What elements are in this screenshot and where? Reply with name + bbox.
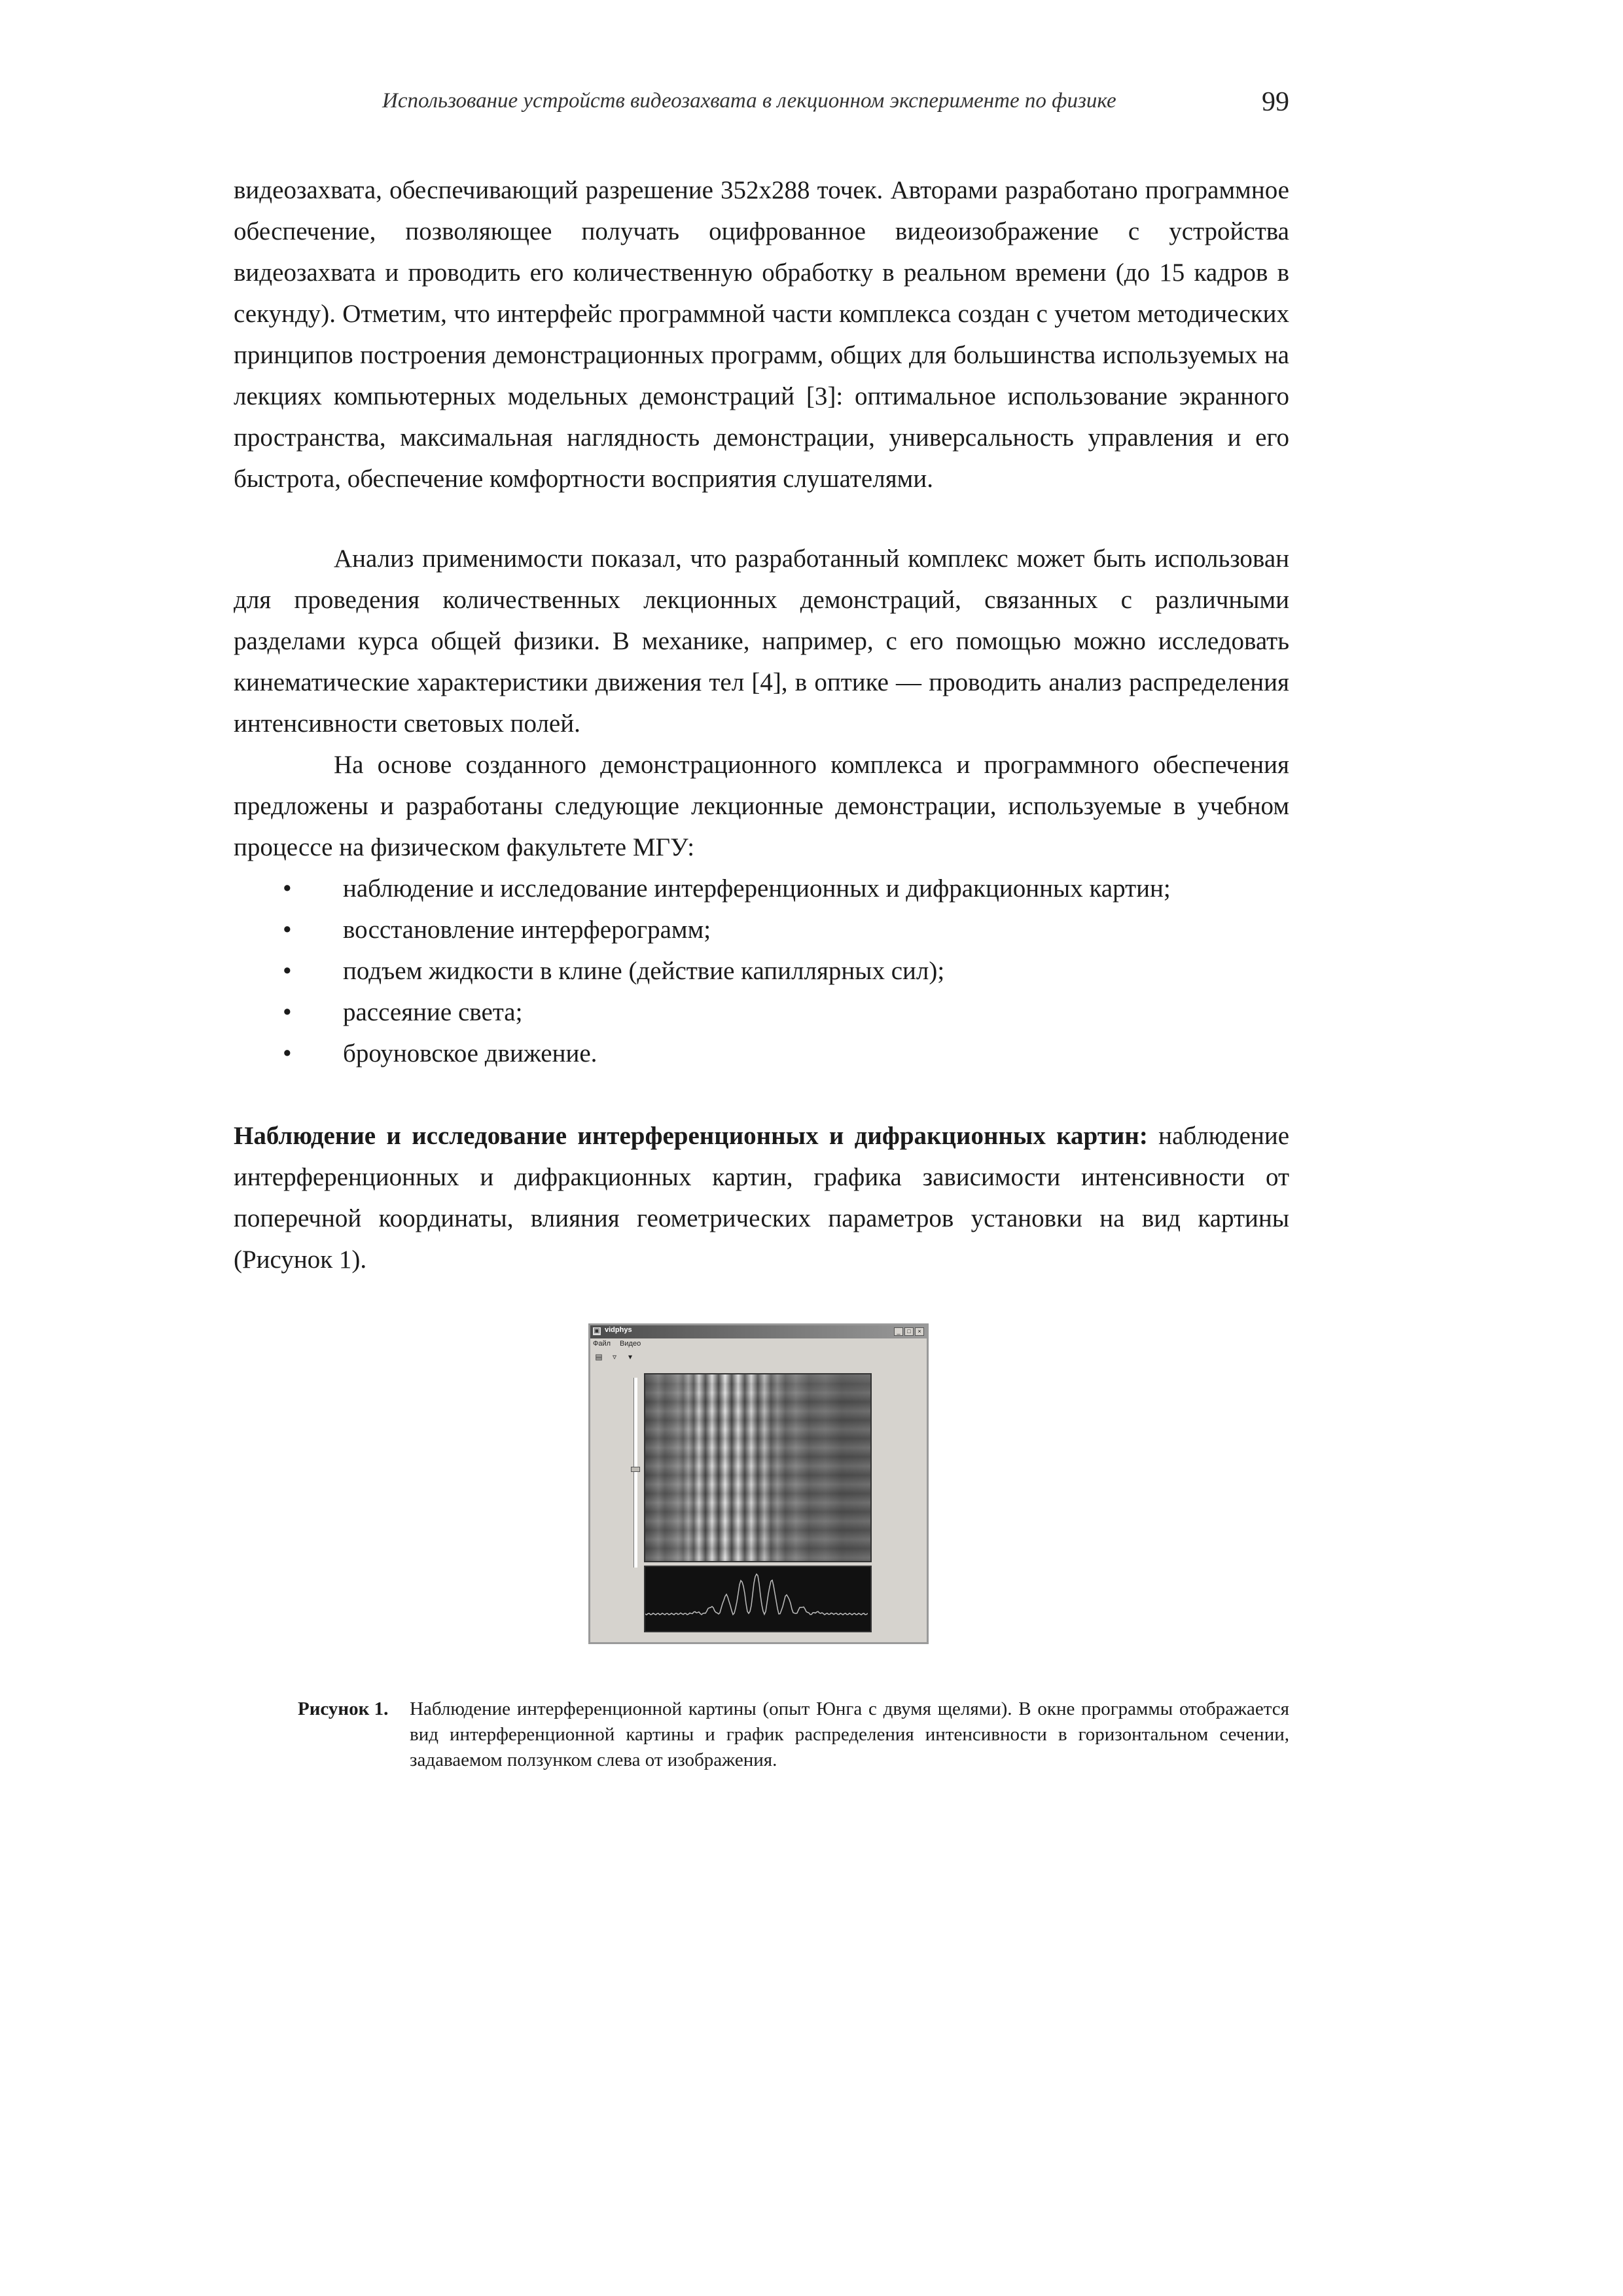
row-slider-thumb[interactable]	[631, 1467, 640, 1472]
window-titlebar	[590, 1325, 927, 1338]
window-title: vidphys	[605, 1326, 632, 1334]
running-title: Использование устройств видеозахвата в лекционном эксперименте по физике	[382, 89, 1116, 113]
app-icon: ▣	[594, 1327, 600, 1335]
demo-list	[283, 868, 1199, 1074]
interference-image	[644, 1373, 872, 1562]
list-item	[283, 992, 1199, 1033]
bullet-icon: •	[283, 998, 292, 1026]
paragraph-1	[234, 170, 1289, 499]
list-item-text: подъем жидкости в клине (действие капиллярных сил);	[343, 957, 945, 985]
running-header	[234, 89, 1289, 128]
bullet-icon: •	[283, 916, 292, 944]
paragraph-text: На основе созданного демонстрационного комплекса и программного обеспечения предложены и разработаны следующие лекционные демонстрации, используемые в учебном процессе на физическом факультете МГУ:	[234, 751, 1289, 861]
paragraph-2	[234, 538, 1289, 744]
filter-icon[interactable]: ▿	[612, 1352, 617, 1361]
section-interference	[234, 1115, 1289, 1280]
intensity-curve	[645, 1574, 868, 1615]
menu-file[interactable]: Файл	[593, 1340, 611, 1348]
section-heading: Наблюдение и исследование интерференционных и дифракционных картин:	[234, 1122, 1148, 1150]
save-icon[interactable]: ▤	[595, 1352, 603, 1361]
intensity-curve-svg	[645, 1567, 868, 1628]
bullet-icon: •	[283, 1039, 292, 1067]
window-controls	[894, 1327, 924, 1336]
maximize-button[interactable]: □	[904, 1327, 914, 1336]
paragraph-3	[234, 744, 1289, 868]
list-item	[283, 950, 1199, 992]
paragraph-text: Анализ применимости показал, что разработанный комплекс может быть использован для проведения количественных лекционных демонстраций, связанных с различными разделами курса общей физики. В механике, например, с его помощью можно исследовать кинематические характеристики движения тел [4], в оптике — проводить анализ распределения интенсивности световых полей.	[234, 545, 1289, 738]
figure-caption	[298, 1696, 1289, 1773]
close-button[interactable]: ×	[915, 1327, 924, 1336]
bullet-icon: •	[283, 957, 292, 985]
list-item-text: восстановление интерферограмм;	[343, 916, 711, 944]
list-item	[283, 1033, 1199, 1074]
caption-label: Рисунок 1.	[298, 1698, 389, 1719]
row-slider-track[interactable]	[633, 1378, 637, 1568]
settings-icon[interactable]: ▾	[628, 1352, 633, 1361]
figure-program-window	[588, 1323, 929, 1644]
minimize-button[interactable]: _	[894, 1327, 903, 1336]
list-item	[283, 909, 1199, 950]
menu-video[interactable]: Видео	[620, 1340, 641, 1348]
fringe-texture	[645, 1374, 870, 1561]
menu-bar	[593, 1340, 641, 1350]
list-item-text: рассеяние света;	[343, 998, 523, 1026]
caption-text: Наблюдение интерференционной картины (опыт Юнга с двумя щелями). В окне программы отображается вид интерференционной картины и график распределения интенсивности в горизонтальном сечении, задаваемом ползунком слева от изображения.	[410, 1698, 1289, 1770]
list-item-text: наблюдение и исследование интерференционных и дифракционных картин;	[343, 874, 1171, 903]
page-number: 99	[1262, 87, 1289, 117]
intensity-plot	[644, 1566, 872, 1632]
list-item-text: броуновское движение.	[343, 1039, 597, 1067]
section-text: наблюдение интерференционных и дифракционных картин, графика зависимости интенсивности от поперечной координаты, влияния геометрических параметров установки на вид картины (Рисунок 1).	[234, 1122, 1290, 1274]
paragraph-text: видеозахвата, обеспечивающий разрешение 352x288 точек. Авторами разработано программное обеспечение, позволяющее получать оцифрованное видеоизображение с устройства видеозахвата и проводить его количественную обработку в реальном времени (до 15 кадров в секунду). Отметим, что интерфейс программной части комплекса создан с учетом методических принципов построения демонстрационных программ, общих для большинства используемых на лекциях компьютерных модельных демонстраций [3]: оптимальное использование экранного пространства, максимальная наглядность демонстрации, универсальность управления и его быстрота, обеспечение комфортности восприятия слушателями.	[234, 176, 1289, 493]
list-item	[283, 868, 1199, 909]
toolbar	[593, 1352, 636, 1363]
bullet-icon: •	[283, 874, 292, 903]
